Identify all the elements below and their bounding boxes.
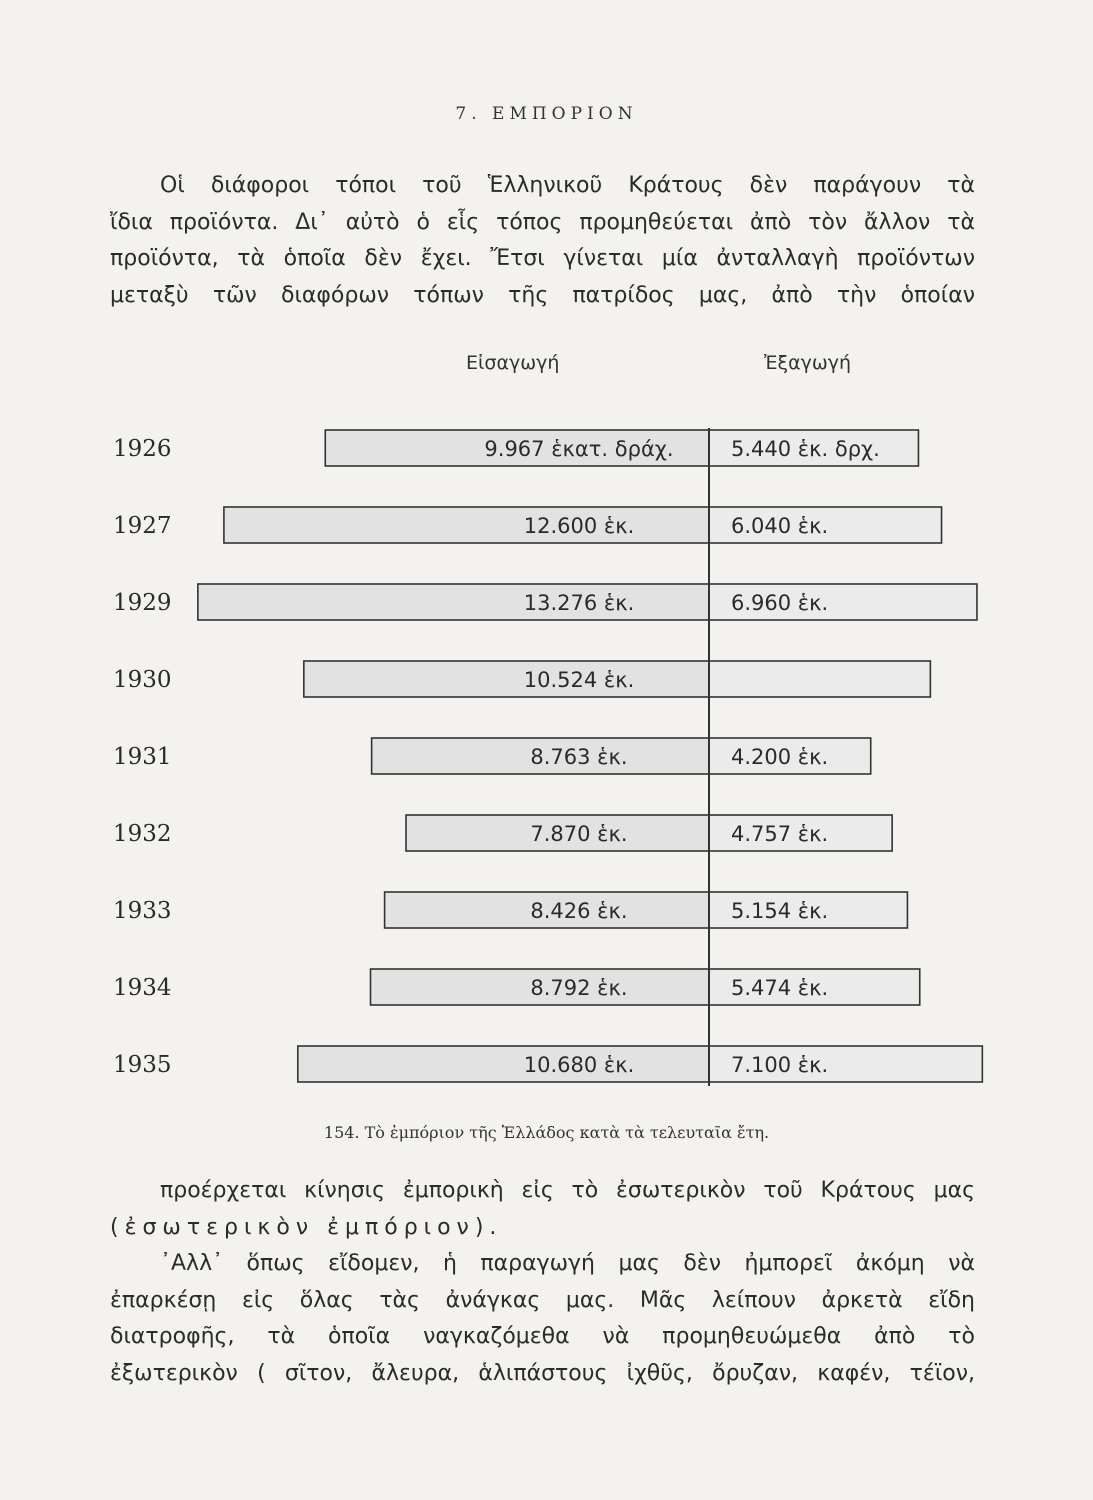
import-value-label: 13.276 ἑκ. xyxy=(523,591,635,615)
year-label: 1932 xyxy=(113,821,172,847)
import-value-label: 9.967 ἑκατ. δράχ. xyxy=(484,437,674,461)
year-label: 1935 xyxy=(113,1052,172,1078)
export-value-label: 6.040 ἑκ. xyxy=(731,514,829,538)
import-value-label: 12.600 ἑκ. xyxy=(523,514,635,538)
year-label: 1933 xyxy=(113,898,172,924)
closing-line: ἐξωτερικὸν ( σῖτον, ἄλευρα, ἁλιπάστους ἰχθῦς, ὄρυζαν, καφέν, τέϊον, xyxy=(110,1360,975,1386)
import-value-label: 8.792 ἑκ. xyxy=(530,976,628,1000)
year-label: 1931 xyxy=(113,744,172,770)
import-bar xyxy=(298,1046,709,1082)
export-value-label: 6.960 ἑκ. xyxy=(731,591,829,615)
closing-line: ᾽Αλλ᾽ ὅπως εἴδομεν, ἡ παραγωγή μας δὲν ἠμπορεῖ ἀκόμη νὰ xyxy=(160,1251,975,1276)
year-label: 1926 xyxy=(113,436,172,462)
import-bar xyxy=(304,661,709,697)
export-value-label: 7.100 ἑκ. xyxy=(731,1053,829,1077)
export-value-label: 5.440 ἑκ. δρχ. xyxy=(731,437,880,461)
export-column-label: Ἐξαγωγή xyxy=(764,352,852,374)
year-label: 1927 xyxy=(113,513,172,539)
year-label: 1929 xyxy=(113,590,172,616)
intro-line: ἴδια προϊόντα. Δι᾽ αὐτὸ ὁ εἷς τόπος προμηθεύεται ἀπὸ τὸν ἄλλον τὰ xyxy=(110,209,975,235)
closing-line: προέρχεται κίνησις ἐμπορικὴ εἰς τὸ ἐσωτερικὸν τοῦ Κράτους μας xyxy=(160,1178,975,1203)
export-value-label: 4.757 ἑκ. xyxy=(731,822,829,846)
import-value-label: 8.763 ἑκ. xyxy=(530,745,628,769)
export-value-label: 4.200 ἑκ. xyxy=(731,745,829,769)
figure-caption: 154. Τὸ ἐμπόριον τῆς Ἑλλάδος κατὰ τὰ τελευταῖα ἔτη. xyxy=(323,1123,770,1142)
export-value-label: 5.154 ἑκ. xyxy=(731,899,829,923)
export-bar xyxy=(709,661,930,697)
import-value-label: 10.524 ἑκ. xyxy=(523,668,635,692)
year-label: 1934 xyxy=(113,975,172,1001)
year-label: 1930 xyxy=(113,667,172,693)
export-value-label: 5.474 ἑκ. xyxy=(731,976,829,1000)
closing-line: διατροφῆς, τὰ ὁποῖα ναγκαζόμεθα νὰ προμηθευώμεθα ἀπὸ τὸ xyxy=(110,1324,975,1349)
import-column-label: Εἰσαγωγή xyxy=(466,352,560,374)
chapter-header: 7. ΕΜΠΟΡΙΟΝ xyxy=(455,104,638,124)
closing-line: ἐπαρκέσῃ εἰς ὅλας τὰς ἀνάγκας μας. Μᾶς λείπουν ἀρκετὰ εἴδη xyxy=(110,1287,975,1313)
closing-paragraph xyxy=(110,1173,975,1392)
intro-line: μεταξὺ τῶν διαφόρων τόπων τῆς πατρίδος μας, ἀπὸ τὴν ὁποίαν xyxy=(110,282,975,308)
import-value-label: 8.426 ἑκ. xyxy=(530,899,628,923)
closing-line: (ἐσωτερικὸν ἐμπόριον). xyxy=(110,1214,503,1240)
import-value-label: 7.870 ἑκ. xyxy=(530,822,628,846)
import-bar xyxy=(224,507,709,543)
intro-line: Οἱ διάφοροι τόποι τοῦ Ἑλληνικοῦ Κράτους δὲν παράγουν τὰ xyxy=(160,173,975,198)
intro-line: προϊόντα, τὰ ὁποῖα δὲν ἔχει. Ἔτσι γίνεται μία ἀνταλλαγὴ προϊόντων xyxy=(110,246,975,271)
import-value-label: 10.680 ἑκ. xyxy=(523,1053,635,1077)
